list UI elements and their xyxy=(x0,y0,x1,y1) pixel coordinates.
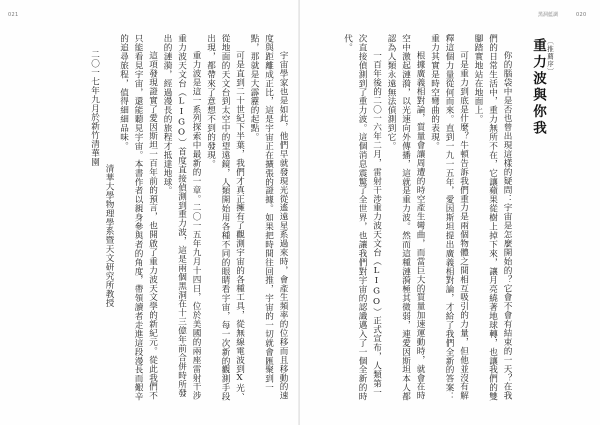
running-head: 黑洞藍調 xyxy=(538,12,559,18)
paragraph: 可是直到二十世紀下半葉，我們才真正擁有了觀測宇宙的各種工具，從無線電波到X光、從地面的天文台到太空中的望遠鏡，人類開始用各種不同的眼睛看宇宙，每一次新的觀測手段出現，都帶來了意想不到的發現。 xyxy=(205,34,245,402)
chapter-title: 重力波與你我 xyxy=(530,38,546,137)
paragraph: 你的腦袋中是否也曾出現這樣的疑問：宇宙是怎麼開始的？它會不會有結束的一天？在我們的日常生活中，重力無所不在，它讓蘋果從樹上掉下來，讓月亮繞著地球轉，也讓我們的雙腳踏實地站在地面上。 xyxy=(473,34,512,401)
section-tag: 〔推薦序〕 xyxy=(546,38,554,76)
preface-date: 二〇一七年九月於新竹清華園 xyxy=(89,50,100,167)
paragraph: 根據廣義相對論，質量會讓周遭的時空產生彎曲，而當巨大的質量加速運動時，就會在時空中激起漣漪，以光速向外傳播，這就是重力波。然而這種漣漪極其微弱，連愛因斯坦本人都認為人類永遠無法偵測到它。 xyxy=(386,34,425,401)
left-page-body xyxy=(40,34,290,404)
page-number: 020 xyxy=(576,12,587,18)
paragraph: 一百年後的二〇一六年二月，雷射干涉重力波天文台（LIGO）正式宣布，人類第一次直接偵測到了重力波。這個消息震驚了全世界，也讓我們對宇宙的認識邁入了一個全新的時代。 xyxy=(342,34,382,401)
paragraph: 可是重力到底是什麼？牛頓告訴我們重力是兩個物體之間相互吸引的力量，但他並沒有解釋這個力量從何而來。直到一九一五年，愛因斯坦提出廣義相對論，才給了我們全新的答案：重力其實是時空彎曲的表現。 xyxy=(429,34,469,401)
right-page-body xyxy=(314,34,514,404)
right-page xyxy=(300,0,600,425)
paragraph: 這項發現證實了愛因斯坦一百年前的預言，也開啟了重力波天文學的新紀元。從此我們不只能看見宇宙，還能聽見宇宙。本書作者以親身參與者的角度，帶領讀者走進這段漫長而艱辛的追尋旅程，值得細細品味。 xyxy=(118,34,158,401)
page-number: 021 xyxy=(8,12,19,18)
preface-author-affiliation: 清華大學物理學系暨天文研究所教授 xyxy=(104,164,114,308)
paragraph: 重力波是這一系列探索中最新的一章。二〇一五年九月十四日，位於美國的兩座雷射干涉重力波天文台（LIGO）首度直接偵測到重力波，這是兩個黑洞在十三億年前合併時所發出的漣漪，經過漫長的旅程才抵達地球。 xyxy=(162,34,201,401)
paragraph: 宇宙學家也是如此，他們早就發現光從遙遠星系過來時，會產生頻率的位移而且移動的速度與距離成正比，這是宇宙正在擴張的證據。如果把時間往回推，宇宙的一切就會匯聚到一點，那就是大霹靂的起點。 xyxy=(249,34,288,401)
